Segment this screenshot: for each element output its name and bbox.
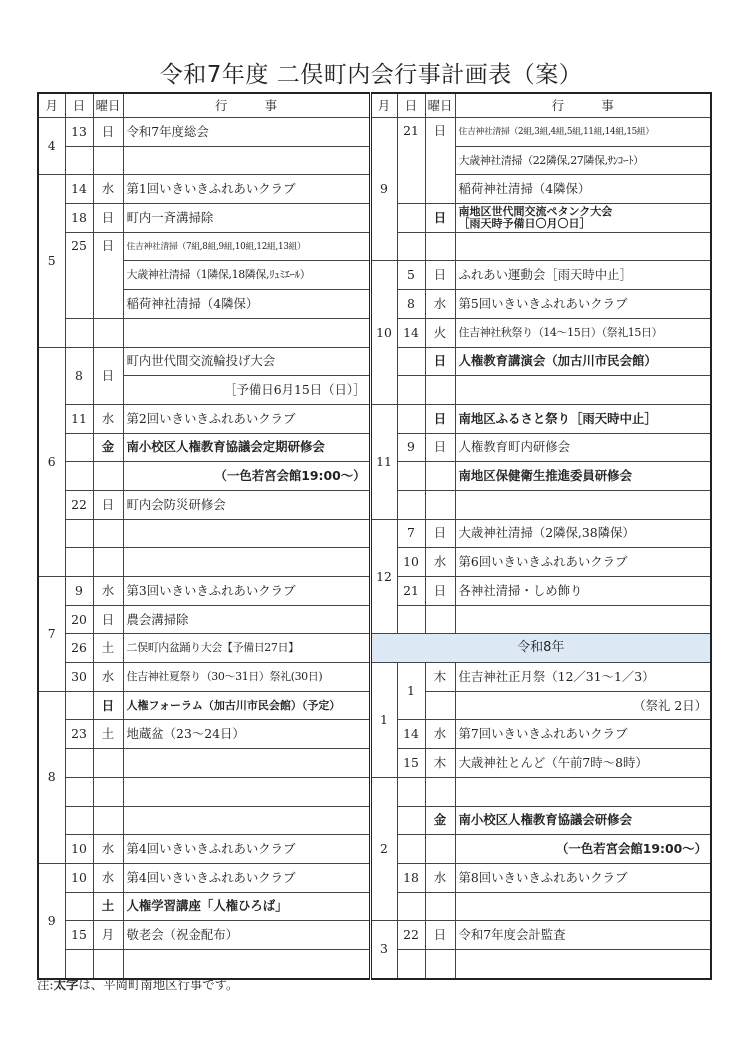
day-cell [65, 691, 93, 720]
event-cell: （一色若宮会館19:00～） [455, 835, 711, 864]
weekday-cell [93, 318, 123, 347]
weekday-cell: 水 [93, 404, 123, 433]
weekday-cell: 日 [425, 577, 455, 606]
month-cell: 10 [370, 261, 397, 404]
event-cell: 令和7年度会計監査 [455, 921, 711, 950]
event-cell: 稲荷神社清掃（4隣保） [455, 175, 711, 204]
event-cell: 第4回いきいきふれあいクラブ [123, 863, 370, 892]
weekday-cell: 金 [93, 433, 123, 462]
event-cell [455, 777, 711, 806]
day-cell [65, 892, 93, 921]
day-cell: 9 [397, 433, 425, 462]
event-cell: ［予備日6月15日（日）］ [123, 376, 370, 405]
day-cell [65, 548, 93, 577]
event-cell [123, 146, 370, 175]
event-cell [455, 605, 711, 634]
header-weekday: 曜日 [93, 93, 123, 118]
day-cell [65, 433, 93, 462]
event-cell: 住吉神社清掃（2組,3組,4組,5組,11組,14組,15組） [455, 118, 711, 147]
day-cell [397, 376, 425, 405]
day-cell [397, 232, 425, 261]
weekday-cell: 月 [93, 921, 123, 950]
weekday-cell [93, 146, 123, 175]
weekday-cell: 日 [425, 433, 455, 462]
weekday-cell: 日 [425, 261, 455, 290]
month-cell: 5 [38, 175, 65, 347]
table-row [38, 777, 711, 806]
event-cell: 町内世代間交流輪投げ大会 [123, 347, 370, 376]
weekday-cell: 水 [425, 720, 455, 749]
day-cell: 30 [65, 663, 93, 692]
month-cell: 2 [370, 777, 397, 920]
weekday-cell: 日 [425, 347, 455, 376]
weekday-cell: 木 [425, 749, 455, 778]
event-cell: 人権学習講座「人権ひろば」 [123, 892, 370, 921]
event-cell: 町内会防災研修会 [123, 490, 370, 519]
event-cell: 第2回いきいきふれあいクラブ [123, 404, 370, 433]
weekday-cell: 日 [93, 118, 123, 147]
weekday-cell: 日 [93, 490, 123, 519]
event-cell: 第5回いきいきふれあいクラブ [455, 290, 711, 319]
weekday-cell [425, 892, 455, 921]
event-cell: 第7回いきいきふれあいクラブ [455, 720, 711, 749]
weekday-cell: 水 [425, 863, 455, 892]
day-cell: 5 [397, 261, 425, 290]
weekday-cell: 日 [425, 921, 455, 950]
event-cell: 住吉神社秋祭り（14～15日）（祭礼15日） [455, 318, 711, 347]
footnote-text: は、平岡町南地区行事です。 [78, 977, 239, 992]
event-cell: 大歳神社とんど（午前7時～8時） [455, 749, 711, 778]
event-cell: （一色若宮会館19:00～） [123, 462, 370, 491]
event-cell [123, 318, 370, 347]
event-cell [123, 519, 370, 548]
weekday-cell: 金 [425, 806, 455, 835]
day-cell: 23 [65, 720, 93, 749]
weekday-cell [93, 777, 123, 806]
weekday-cell: 日 [425, 204, 455, 233]
month-cell: 4 [38, 118, 65, 175]
header-day: 日 [397, 93, 425, 118]
event-cell: 大歳神社清掃（1隣保,18隣保,ﾘｭﾐｴｰﾙ） [123, 261, 370, 290]
event-cell: （祭礼 2日） [455, 691, 711, 720]
day-cell [65, 462, 93, 491]
header-weekday: 曜日 [425, 93, 455, 118]
event-cell: 第6回いきいきふれあいクラブ [455, 548, 711, 577]
day-cell: 10 [65, 835, 93, 864]
day-cell: 22 [397, 921, 425, 950]
day-cell: 21 [397, 118, 425, 204]
event-cell [455, 892, 711, 921]
weekday-cell: 水 [93, 863, 123, 892]
month-cell: 9 [370, 118, 397, 261]
day-cell [65, 519, 93, 548]
weekday-cell: 日 [425, 404, 455, 433]
day-cell [397, 347, 425, 376]
event-cell [123, 777, 370, 806]
year-band: 令和8年 [370, 634, 711, 663]
event-cell: 各神社清掃・しめ飾り [455, 577, 711, 606]
weekday-cell: 土 [93, 892, 123, 921]
event-cell: 人権フォーラム（加古川市民会館）（予定） [123, 691, 370, 720]
event-cell: 第4回いきいきふれあいクラブ [123, 835, 370, 864]
day-cell [397, 835, 425, 864]
event-cell: 南地区保健衛生推進委員研修会 [455, 462, 711, 491]
day-cell: 18 [397, 863, 425, 892]
weekday-cell: 日 [425, 519, 455, 548]
footnote-bold: 太字 [53, 977, 79, 992]
day-cell: 14 [65, 175, 93, 204]
event-cell: 南小校区人権教育協議会定期研修会 [123, 433, 370, 462]
event-cell: 南地区ふるさと祭り［雨天時中止］ [455, 404, 711, 433]
table-row [38, 634, 711, 663]
day-cell: 8 [397, 290, 425, 319]
month-cell: 9 [38, 863, 65, 978]
month-cell: 1 [370, 663, 397, 778]
day-cell [65, 146, 93, 175]
day-cell: 14 [397, 720, 425, 749]
header-event: 行 事 [455, 93, 711, 118]
event-cell [123, 548, 370, 577]
weekday-cell: 水 [425, 290, 455, 319]
event-cell [455, 232, 711, 261]
weekday-cell: 日 [93, 232, 123, 318]
header-month: 月 [38, 93, 65, 118]
weekday-cell: 水 [93, 577, 123, 606]
event-cell: 人権教育講演会（加古川市民会館） [455, 347, 711, 376]
weekday-cell: 日 [93, 204, 123, 233]
weekday-cell [425, 691, 455, 720]
day-cell: 1 [397, 663, 425, 720]
day-cell: 26 [65, 634, 93, 663]
table-row [38, 519, 711, 548]
day-cell [397, 605, 425, 634]
day-cell [397, 490, 425, 519]
day-cell: 10 [397, 548, 425, 577]
weekday-cell: 水 [93, 175, 123, 204]
event-cell [123, 806, 370, 835]
header-month: 月 [370, 93, 397, 118]
event-cell [455, 490, 711, 519]
day-cell [65, 777, 93, 806]
weekday-cell [425, 232, 455, 261]
weekday-cell [425, 949, 455, 978]
day-cell [65, 806, 93, 835]
header-event: 行 事 [123, 93, 370, 118]
day-cell [397, 949, 425, 978]
weekday-cell [93, 462, 123, 491]
event-cell [455, 949, 711, 978]
weekday-cell: 日 [93, 605, 123, 634]
event-cell [123, 749, 370, 778]
event-line: 南地区世代間交流ペタンク大会 [458, 204, 613, 218]
event-cell [455, 376, 711, 405]
event-cell: 令和7年度総会 [123, 118, 370, 147]
weekday-cell [93, 548, 123, 577]
day-cell: 15 [397, 749, 425, 778]
day-cell [397, 806, 425, 835]
day-cell: 14 [397, 318, 425, 347]
header-row [38, 93, 711, 118]
event-cell: 第3回いきいきふれあいクラブ [123, 577, 370, 606]
month-cell: 7 [38, 577, 65, 692]
month-cell: 11 [370, 404, 397, 519]
weekday-cell [425, 376, 455, 405]
day-cell [397, 777, 425, 806]
day-cell: 20 [65, 605, 93, 634]
table-row [38, 261, 711, 290]
weekday-cell [425, 605, 455, 634]
weekday-cell [425, 462, 455, 491]
table-row [38, 404, 711, 433]
event-cell: 第8回いきいきふれあいクラブ [455, 863, 711, 892]
day-cell [397, 204, 425, 233]
weekday-cell [425, 835, 455, 864]
month-cell: 6 [38, 347, 65, 577]
day-cell [397, 462, 425, 491]
table-row [38, 663, 711, 692]
weekday-cell: 水 [93, 835, 123, 864]
day-cell [397, 892, 425, 921]
event-cell: 住吉神社夏祭り（30～31日）祭礼(30日) [123, 663, 370, 692]
event-cell: 敬老会（祝金配布） [123, 921, 370, 950]
day-cell: 10 [65, 863, 93, 892]
day-cell: 11 [65, 404, 93, 433]
weekday-cell [93, 519, 123, 548]
day-cell: 18 [65, 204, 93, 233]
event-cell: 南小校区人権教育協議会研修会 [455, 806, 711, 835]
month-cell: 12 [370, 519, 397, 634]
event-cell: ふれあい運動会［雨天時中止］ [455, 261, 711, 290]
weekday-cell: 日 [93, 347, 123, 404]
month-cell: 8 [38, 691, 65, 863]
day-cell: 8 [65, 347, 93, 404]
day-cell: 9 [65, 577, 93, 606]
event-cell: 大歳神社清掃（22隣保,27隣保,ｻﾝｺｰﾄ） [455, 146, 711, 175]
event-cell: 農会溝掃除 [123, 605, 370, 634]
month-cell: 3 [370, 921, 397, 979]
weekday-cell: 火 [425, 318, 455, 347]
event-cell: 住吉神社正月祭（12／31～1／3） [455, 663, 711, 692]
day-cell [65, 749, 93, 778]
weekday-cell: 水 [425, 548, 455, 577]
event-cell: 稲荷神社清掃（4隣保） [123, 290, 370, 319]
footnote [37, 975, 238, 993]
day-cell: 25 [65, 232, 93, 318]
weekday-cell [425, 490, 455, 519]
event-cell [455, 204, 711, 233]
weekday-cell: 木 [425, 663, 455, 692]
weekday-cell: 土 [93, 720, 123, 749]
day-cell: 13 [65, 118, 93, 147]
event-cell: 住吉神社清掃（7組,8組,9組,10組,12組,13組） [123, 232, 370, 261]
weekday-cell [425, 777, 455, 806]
event-cell: 町内一斉溝掃除 [123, 204, 370, 233]
weekday-cell: 日 [425, 118, 455, 204]
day-cell: 21 [397, 577, 425, 606]
schedule-table [37, 92, 712, 980]
day-cell: 15 [65, 921, 93, 950]
weekday-cell: 日 [93, 691, 123, 720]
event-cell: 二俣町内盆踊り大会【予備日27日】 [123, 634, 370, 663]
event-cell: 大歳神社清掃（2隣保,38隣保） [455, 519, 711, 548]
event-cell: 人権教育町内研修会 [455, 433, 711, 462]
day-cell: 7 [397, 519, 425, 548]
event-line: ［雨天時予備日〇月〇日］ [458, 216, 591, 230]
event-cell: 第1回いきいきふれあいクラブ [123, 175, 370, 204]
weekday-cell: 土 [93, 634, 123, 663]
footnote-prefix: 注: [37, 977, 54, 992]
page-title: 令和7年度 二俣町内会行事計画表（案） [159, 62, 583, 88]
table-row [38, 921, 711, 950]
weekday-cell: 水 [93, 663, 123, 692]
header-day: 日 [65, 93, 93, 118]
day-cell [65, 318, 93, 347]
day-cell: 22 [65, 490, 93, 519]
event-cell: 地蔵盆（23～24日） [123, 720, 370, 749]
weekday-cell [93, 806, 123, 835]
weekday-cell [93, 749, 123, 778]
table-row [38, 118, 711, 147]
day-cell [397, 404, 425, 433]
